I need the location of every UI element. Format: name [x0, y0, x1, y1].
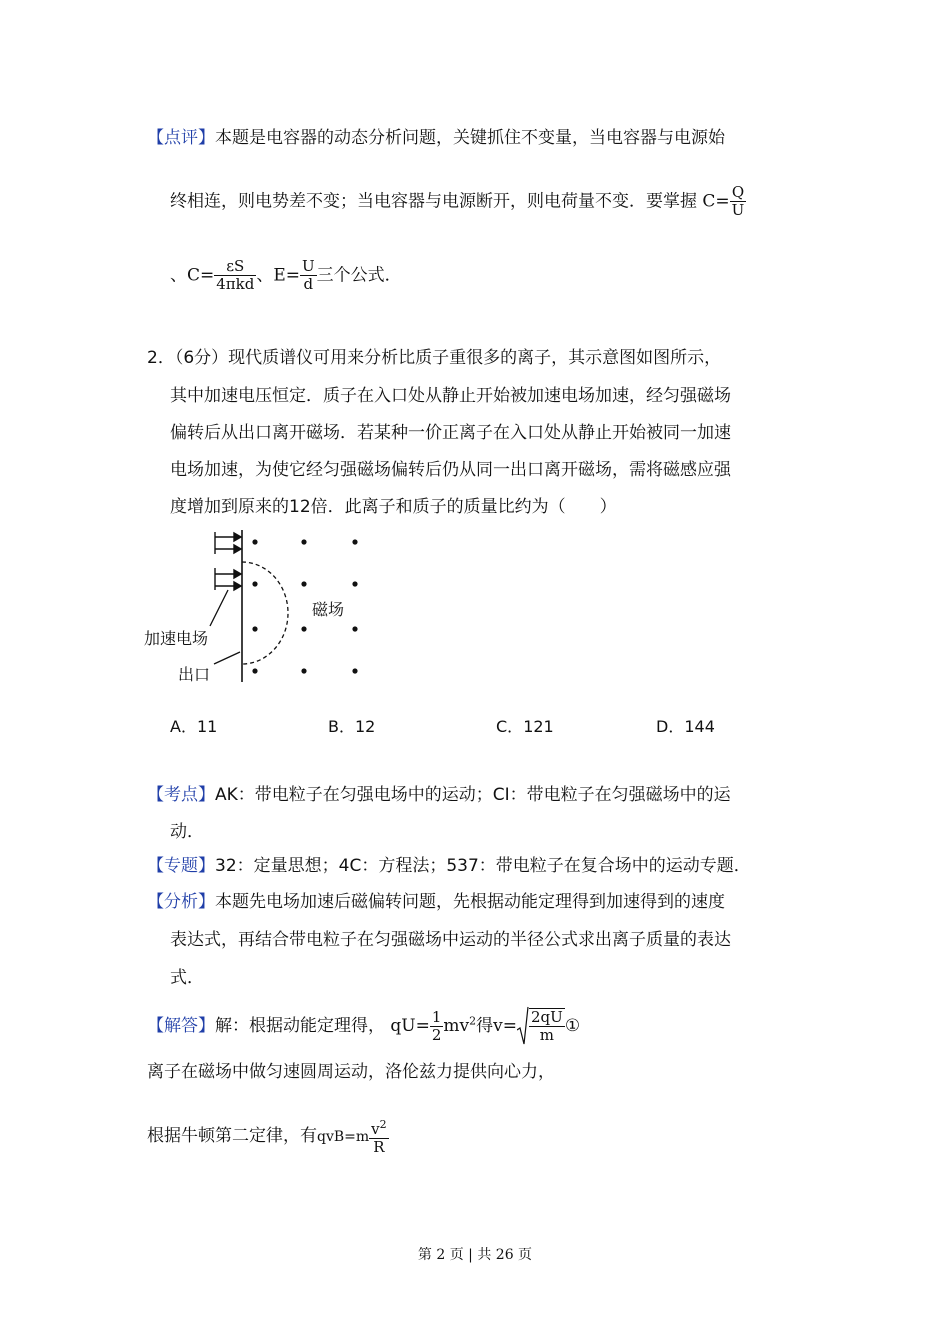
formula-e-fraction	[300, 258, 317, 293]
field-dot	[301, 668, 306, 673]
choice-value: 144	[684, 717, 715, 736]
jieda-line1	[147, 1006, 580, 1046]
field-dot	[301, 626, 306, 631]
jieda-tag: 【解答】	[147, 1016, 215, 1036]
energy-formula-lhs: qU=	[390, 1016, 430, 1036]
fraction-numerator	[369, 1116, 388, 1139]
choice-c[interactable]	[496, 714, 554, 737]
numerator-v: v	[371, 1120, 380, 1138]
velocity-formula-fraction	[529, 1008, 565, 1044]
mass-spectrometer-figure	[140, 528, 380, 688]
choice-d[interactable]	[656, 714, 715, 737]
fraction-denominator: R	[373, 1138, 385, 1156]
fraction-numerator: 1	[431, 1007, 442, 1026]
question-text-line1: 现代质谱仪可用来分析比质子重很多的离子，其示意图如图所示，	[228, 348, 722, 368]
kaodian-text-line1: AK：带电粒子在匀强电场中的运动；CI：带电粒子在匀强磁场中的运	[215, 785, 731, 805]
fraction-numerator: U	[302, 257, 315, 275]
field-dot	[352, 539, 357, 544]
choice-letter: B．	[328, 717, 355, 736]
newton-formula-lhs: qvB=m	[317, 1129, 370, 1145]
jieda-text-line3: 根据牛顿第二定律，有	[147, 1126, 317, 1146]
accel-field-leader	[210, 590, 228, 626]
jieda-text-line2: 离子在磁场中做匀速圆周运动，洛伦兹力提供向心力，	[147, 1062, 555, 1082]
field-dot	[301, 581, 306, 586]
formula-c-eps-fraction	[214, 258, 256, 293]
field-dot	[352, 668, 357, 673]
question-line1	[147, 346, 721, 370]
question-text-line2: 其中加速电压恒定．质子在入口处从静止开始被加速电场加速，经匀强磁场	[170, 386, 731, 406]
field-dot	[352, 626, 357, 631]
review-text-line1: 本题是电容器的动态分析问题，关键抓住不变量，当电容器与电源始	[215, 128, 725, 148]
review-text-line2: 终相连，则电势差不变；当电容器与电源断开，则电荷量不变．要掌握	[170, 191, 697, 212]
formula-c-eps-lhs: C=	[187, 265, 215, 286]
equation-mark-1: ①	[564, 1016, 581, 1036]
fenxi-line1	[147, 890, 725, 914]
velocity-formula-lhs: v=	[493, 1016, 518, 1036]
fenxi-tag: 【分析】	[147, 892, 215, 912]
label-exit: 出口	[178, 665, 211, 684]
numerator-exponent: 2	[379, 1118, 387, 1131]
sqrt-sign-icon	[517, 1006, 529, 1046]
newton-formula-fraction	[369, 1116, 388, 1156]
choice-value: 12	[354, 717, 376, 736]
accel-field-arrows-top	[215, 532, 241, 554]
label-accel-field: 加速电场	[144, 629, 209, 648]
kaodian-tag: 【考点】	[147, 785, 215, 805]
fraction-numerator: εS	[214, 258, 256, 276]
fenxi-text-line2: 表达式，再结合带电粒子在匀强磁场中运动的半径公式求出离子质量的表达	[170, 930, 731, 950]
choice-value: 11	[196, 717, 218, 736]
question-number: 2．	[147, 348, 175, 368]
energy-formula-rhs: mv	[443, 1016, 470, 1036]
field-dot	[252, 539, 257, 544]
energy-formula-fraction	[430, 1009, 444, 1044]
formula-e-lhs: E=	[273, 265, 301, 286]
fraction-denominator: 2	[431, 1025, 442, 1044]
fraction-denominator: U	[731, 201, 745, 219]
fraction-denominator: d	[303, 275, 314, 293]
zhuanti-line1	[147, 854, 751, 878]
review-text-tail: 三个公式．	[316, 265, 402, 286]
fraction-denominator: m	[539, 1026, 555, 1044]
field-dot	[301, 539, 306, 544]
formula-c-q-u-lhs: C=	[702, 191, 730, 212]
zhuanti-tag: 【专题】	[147, 856, 215, 876]
choice-letter: C．	[496, 717, 524, 736]
jieda-line3	[147, 1116, 389, 1156]
choice-letter: A．	[170, 717, 197, 736]
formula-c-q-u-fraction	[730, 184, 747, 219]
fraction-denominator: 4πkd	[216, 275, 255, 293]
velocity-formula-sqrt	[517, 1006, 565, 1046]
energy-formula-exponent: 2	[469, 1014, 477, 1028]
field-dot	[352, 581, 357, 586]
fenxi-text-line1: 本题先电场加速后磁偏转问题，先根据动能定理得到加速得到的速度	[215, 892, 725, 912]
ion-trajectory-dashed	[242, 562, 288, 664]
energy-formula-de: 得	[476, 1016, 494, 1036]
separator: 、	[256, 265, 274, 286]
exit-leader	[214, 652, 240, 664]
question-text-line4: 电场加速，为使它经匀强磁场偏转后仍从同一出口离开磁场，需将磁感应强	[170, 460, 731, 480]
field-dot	[252, 581, 257, 586]
kaodian-text-line2: 动．	[170, 822, 204, 842]
fraction-numerator: 2qU	[531, 1008, 563, 1026]
kaodian-line1	[147, 783, 731, 807]
jieda-lead: 解：根据动能定理得，	[215, 1016, 385, 1036]
accel-field-arrows-bottom	[215, 568, 241, 590]
field-dot	[252, 626, 257, 631]
question-text-line5: 度增加到原来的12倍．此离子和质子的质量比约为（ ）	[170, 497, 617, 517]
review-tag: 【点评】	[147, 128, 215, 148]
zhuanti-text-line1: 32：定量思想；4C：方程法；537：带电粒子在复合场中的运动专题．	[215, 856, 751, 876]
label-magnetic-field: 磁场	[312, 600, 345, 619]
page-footer: 第 2 页 | 共 26 页	[417, 1247, 533, 1263]
review-paragraph-line2	[170, 184, 746, 219]
field-dot	[252, 668, 257, 673]
choice-letter: D．	[656, 717, 685, 736]
choice-a[interactable]	[170, 714, 217, 737]
review-paragraph-line1	[147, 126, 725, 150]
choice-value: 121	[523, 717, 554, 736]
fraction-numerator: Q	[730, 184, 747, 202]
question-score: （6分）	[174, 348, 229, 368]
choice-b[interactable]	[328, 714, 375, 737]
separator: 、	[170, 265, 187, 286]
question-text-line3: 偏转后从出口离开磁场．若某种一价正离子在入口处从静止开始被同一加速	[170, 423, 731, 443]
fenxi-text-line3: 式．	[170, 968, 204, 988]
review-paragraph-line3	[170, 258, 402, 293]
